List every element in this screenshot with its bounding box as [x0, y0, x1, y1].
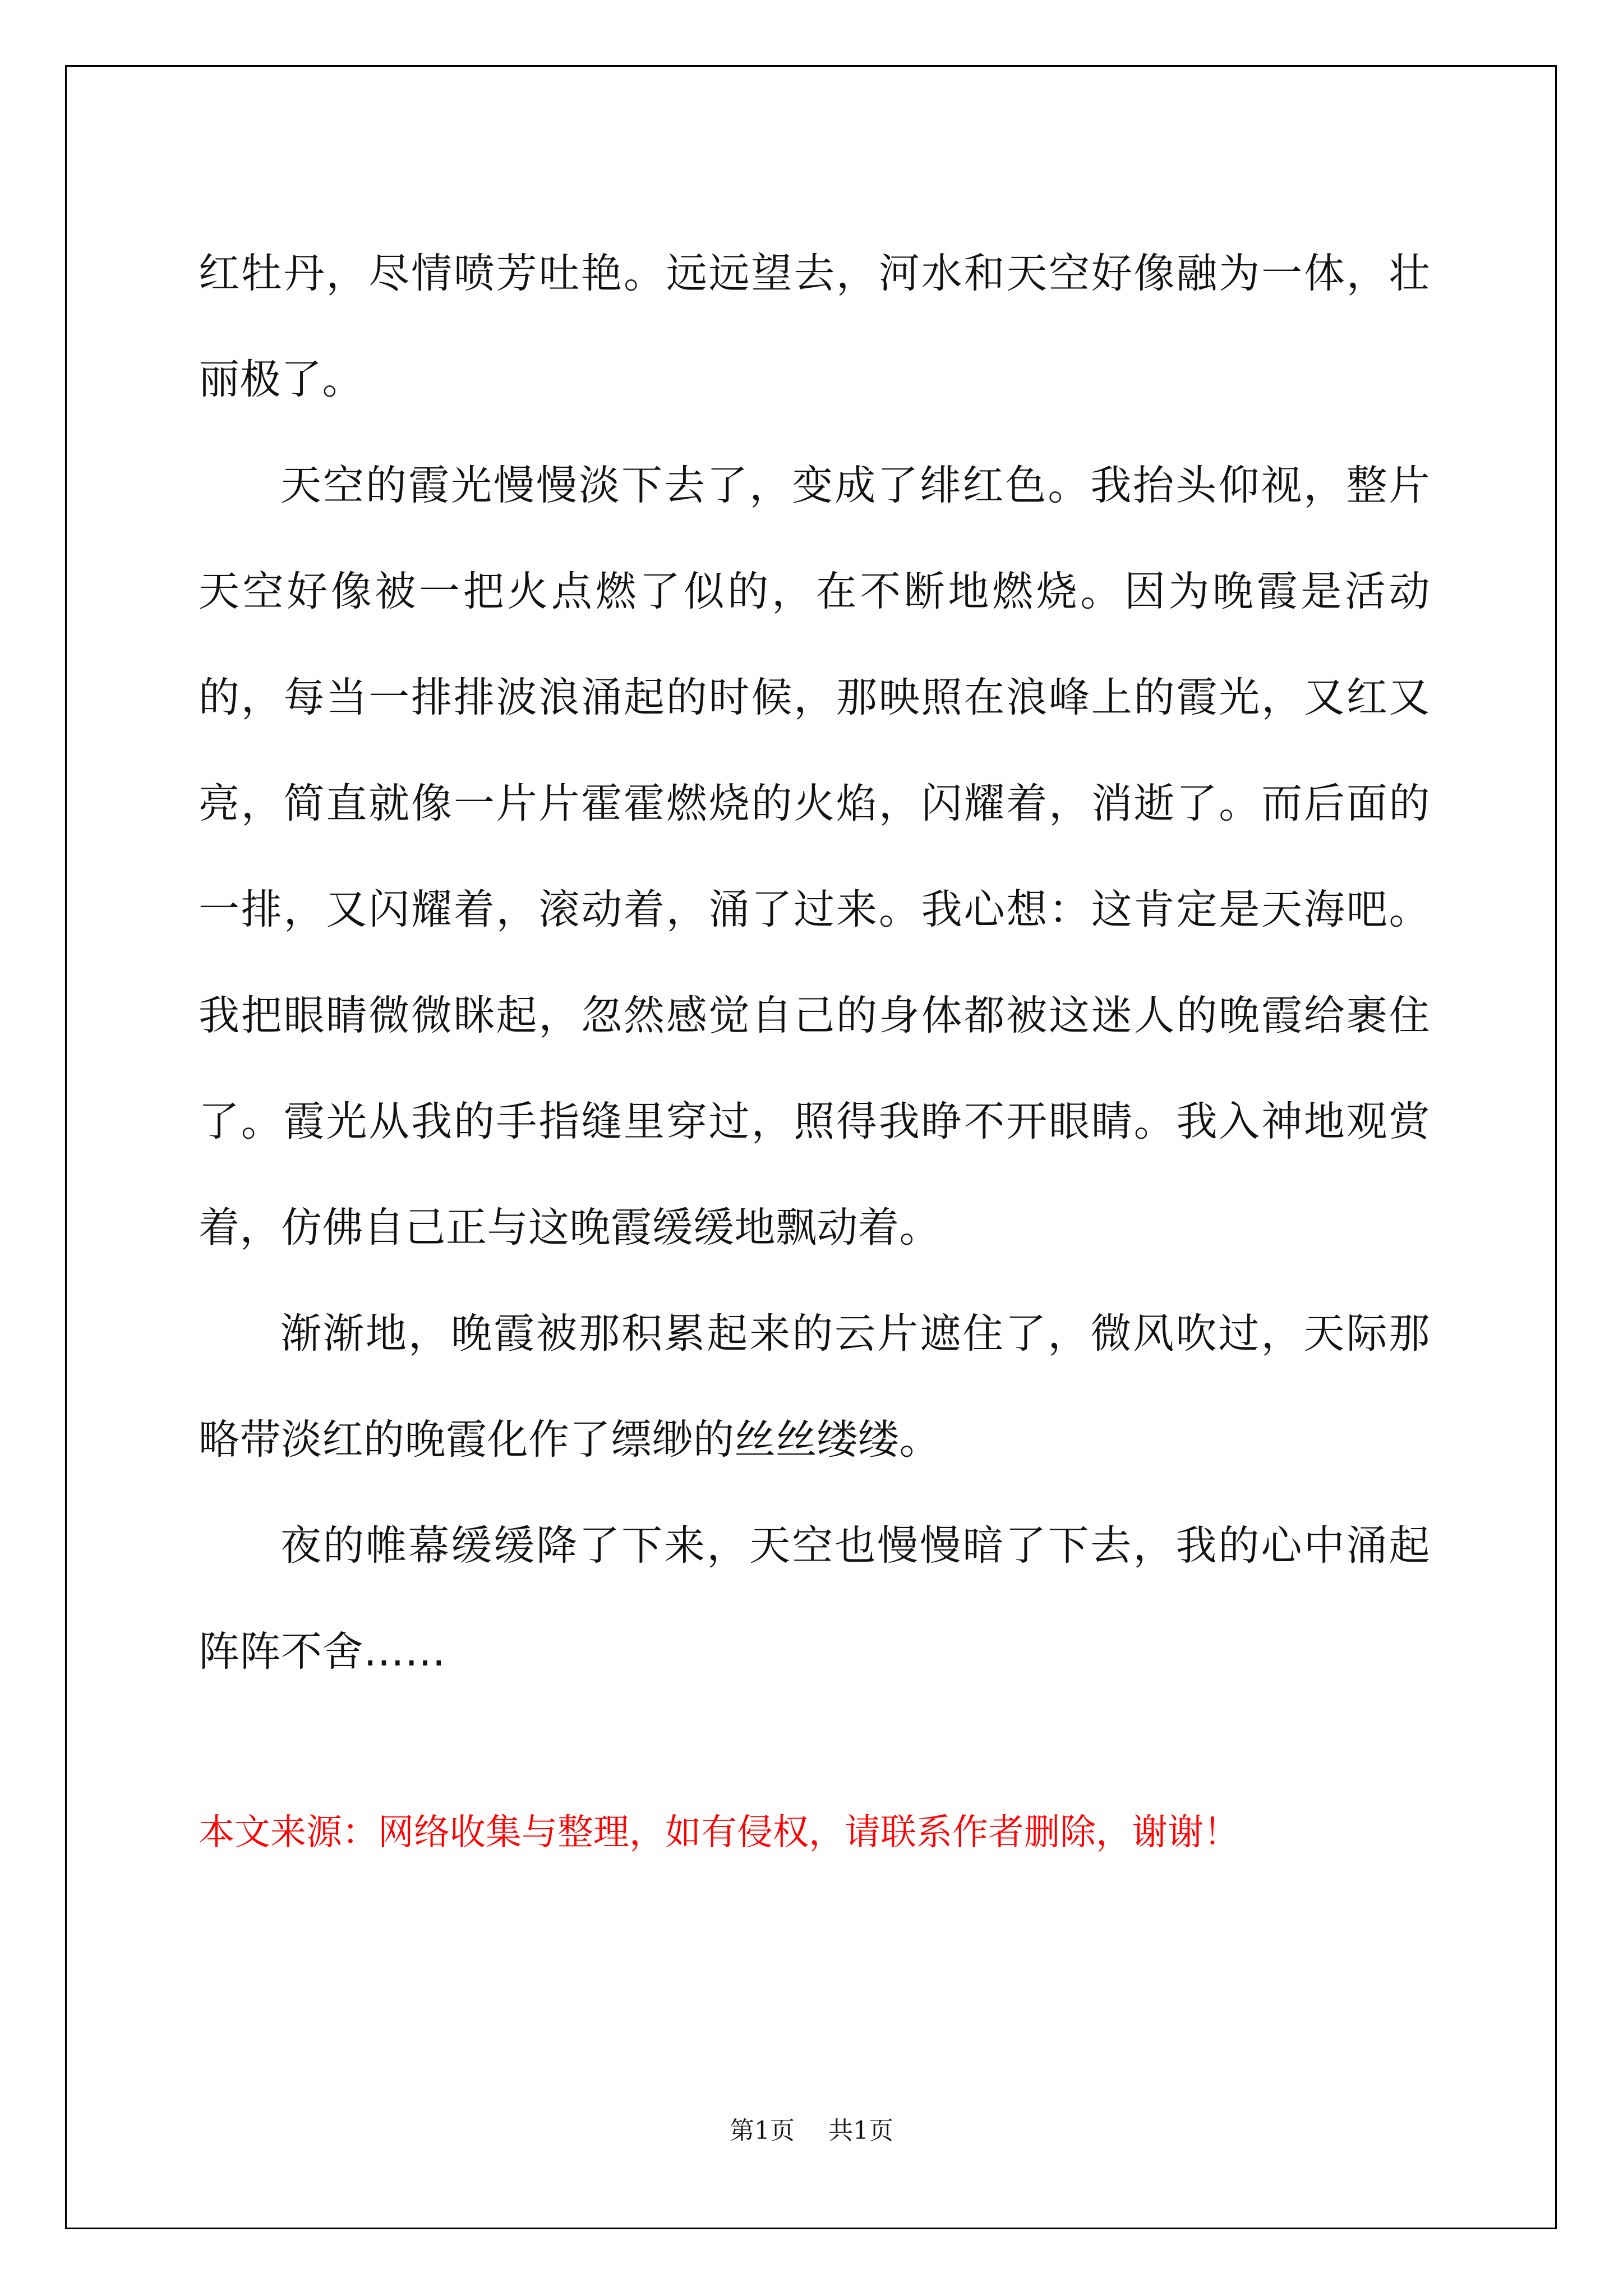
- paragraph-night: 夜的帷幕缓缓降了下来，天空也慢慢暗了下去，我的心中涌起阵阵不舍……: [199, 1522, 1430, 1676]
- source-note: 本文来源：网络收集与整理，如有侵权，请联系作者删除，谢谢！: [199, 1812, 1239, 1853]
- page-number: 第1页: [730, 2116, 795, 2145]
- page-total: 共1页: [828, 2116, 893, 2145]
- paragraph-sunset-glow: 天空的霞光慢慢淡下去了，变成了绯红色。我抬头仰视，整片天空好像被一把火点燃了似的，在不断地燃烧。因为晚霞是活动的，每当一排排波浪涌起的时候，那映照在浪峰上的霞光，又红又亮，简直就像一片片霍霍燃烧的火焰，闪耀着，消逝了。而后面的一排，又闪耀着，滚动着，涌了过来。我心想：这肯定是天海吧。我把眼睛微微眯起，忽然感觉自己的身体都被这迷人的晚霞给裹住了。霞光从我的手指缝里穿过，照得我睁不开眼睛。我入神地观赏着，仿佛自己正与这晚霞缓缓地飘动着。: [199, 462, 1430, 1251]
- page-footer: [0, 2110, 1623, 2146]
- paragraph-continued: 红牡丹，尽情喷芳吐艳。远远望去，河水和天空好像融为一体，壮丽极了。: [199, 250, 1430, 403]
- paragraph-clouds: 渐渐地，晚霞被那积累起来的云片遮住了，微风吹过，天际那略带淡红的晚霞化作了缥缈的丝丝缕缕。: [199, 1310, 1430, 1464]
- document-body: [199, 220, 1430, 1705]
